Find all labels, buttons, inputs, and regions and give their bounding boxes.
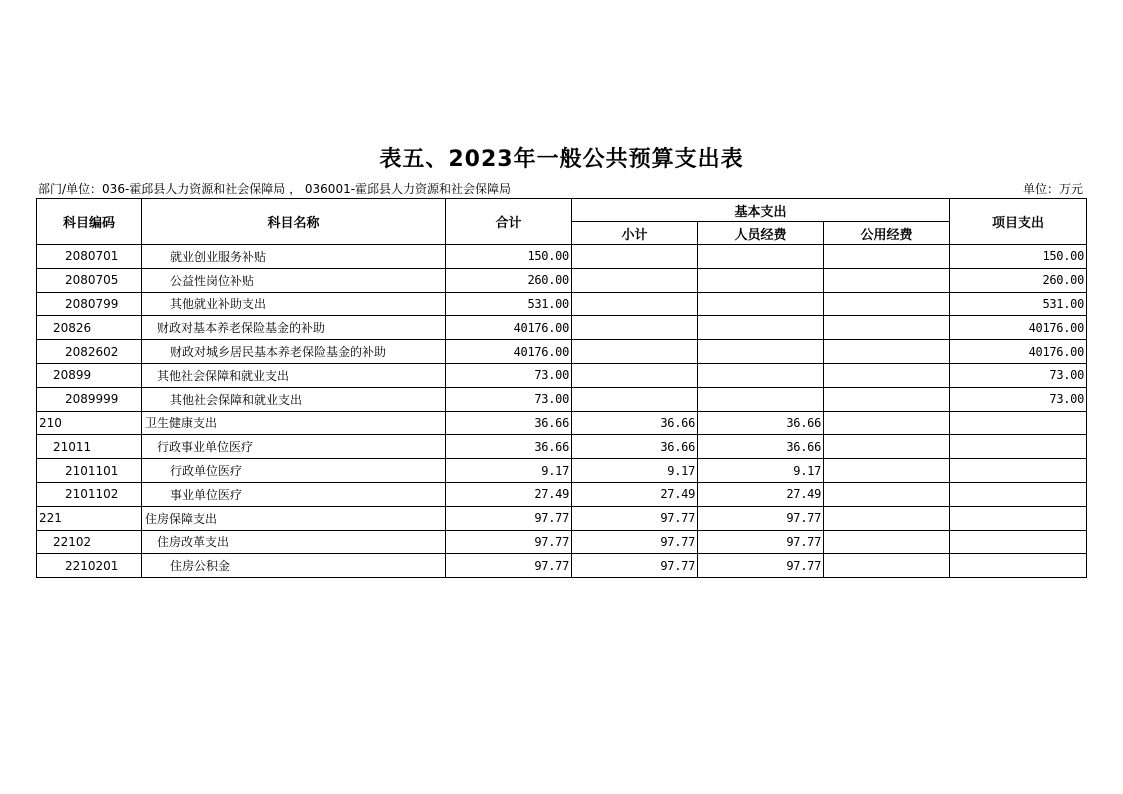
personnel-cell	[698, 245, 824, 269]
name-cell: 其他社会保障和就业支出	[142, 363, 446, 387]
name-cell: 住房保障支出	[142, 506, 446, 530]
subtotal-cell: 36.66	[572, 435, 698, 459]
code-cell: 20826	[37, 316, 142, 340]
name-cell: 财政对基本养老保险基金的补助	[142, 316, 446, 340]
name-cell: 行政事业单位医疗	[142, 435, 446, 459]
project-cell	[950, 554, 1087, 578]
personnel-cell	[698, 316, 824, 340]
name-cell: 卫生健康支出	[142, 411, 446, 435]
public-cell	[824, 506, 950, 530]
project-cell: 40176.00	[950, 316, 1087, 340]
code-cell: 2080705	[37, 268, 142, 292]
project-cell	[950, 435, 1087, 459]
table-body	[37, 245, 1087, 578]
header-personnel: 人员经费	[698, 222, 824, 245]
name-cell: 事业单位医疗	[142, 482, 446, 506]
subtotal-cell	[572, 292, 698, 316]
page-title: 表五、2023年一般公共预算支出表	[379, 147, 744, 172]
table-row	[37, 482, 1087, 506]
name-cell: 其他就业补助支出	[142, 292, 446, 316]
subtotal-cell	[572, 268, 698, 292]
personnel-cell: 9.17	[698, 459, 824, 483]
code-cell: 2101101	[37, 459, 142, 483]
subtotal-cell	[572, 245, 698, 269]
public-cell	[824, 245, 950, 269]
project-cell	[950, 506, 1087, 530]
table-row	[37, 554, 1087, 578]
project-cell: 73.00	[950, 387, 1087, 411]
public-cell	[824, 459, 950, 483]
project-cell	[950, 530, 1087, 554]
table-row	[37, 459, 1087, 483]
subtotal-cell: 9.17	[572, 459, 698, 483]
total-cell: 73.00	[446, 363, 572, 387]
public-cell	[824, 268, 950, 292]
public-cell	[824, 363, 950, 387]
project-cell	[950, 482, 1087, 506]
personnel-cell: 97.77	[698, 554, 824, 578]
total-cell: 27.49	[446, 482, 572, 506]
project-cell	[950, 459, 1087, 483]
code-cell: 2089999	[37, 387, 142, 411]
name-cell: 行政单位医疗	[142, 459, 446, 483]
subtotal-cell	[572, 363, 698, 387]
code-cell: 2210201	[37, 554, 142, 578]
code-cell: 2082602	[37, 340, 142, 364]
table-row	[37, 530, 1087, 554]
table-row	[37, 245, 1087, 269]
code-cell: 21011	[37, 435, 142, 459]
subtotal-cell: 97.77	[572, 506, 698, 530]
project-cell: 40176.00	[950, 340, 1087, 364]
total-cell: 73.00	[446, 387, 572, 411]
name-cell: 其他社会保障和就业支出	[142, 387, 446, 411]
total-cell: 150.00	[446, 245, 572, 269]
project-cell: 73.00	[950, 363, 1087, 387]
public-cell	[824, 292, 950, 316]
project-cell	[950, 411, 1087, 435]
project-cell: 150.00	[950, 245, 1087, 269]
table-row	[37, 363, 1087, 387]
personnel-cell	[698, 340, 824, 364]
subtotal-cell	[572, 316, 698, 340]
code-cell: 2080701	[37, 245, 142, 269]
subtotal-cell	[572, 387, 698, 411]
header-project: 项目支出	[950, 199, 1087, 245]
budget-table	[36, 198, 1087, 578]
table-row	[37, 340, 1087, 364]
name-cell: 住房公积金	[142, 554, 446, 578]
code-cell: 210	[37, 411, 142, 435]
public-cell	[824, 411, 950, 435]
personnel-cell: 36.66	[698, 411, 824, 435]
public-cell	[824, 340, 950, 364]
code-cell: 2101102	[37, 482, 142, 506]
total-cell: 97.77	[446, 530, 572, 554]
department-label: 部门/单位：036-霍邱县人力资源和社会保障局 ， 036001-霍邱县人力资源和社会保障局	[38, 182, 512, 196]
name-cell: 财政对城乡居民基本养老保险基金的补助	[142, 340, 446, 364]
name-cell: 住房改革支出	[142, 530, 446, 554]
table-header	[37, 199, 1087, 245]
public-cell	[824, 435, 950, 459]
table-row	[37, 506, 1087, 530]
total-cell: 36.66	[446, 411, 572, 435]
public-cell	[824, 387, 950, 411]
code-cell: 221	[37, 506, 142, 530]
total-cell: 260.00	[446, 268, 572, 292]
name-cell: 就业创业服务补贴	[142, 245, 446, 269]
public-cell	[824, 554, 950, 578]
total-cell: 9.17	[446, 459, 572, 483]
header-basic: 基本支出	[572, 199, 950, 222]
personnel-cell	[698, 268, 824, 292]
personnel-cell: 27.49	[698, 482, 824, 506]
code-cell: 20899	[37, 363, 142, 387]
unit-label: 单位：万元	[1022, 182, 1083, 196]
personnel-cell: 97.77	[698, 530, 824, 554]
total-cell: 97.77	[446, 554, 572, 578]
personnel-cell	[698, 292, 824, 316]
total-cell: 531.00	[446, 292, 572, 316]
header-code: 科目编码	[37, 199, 142, 245]
table-row	[37, 316, 1087, 340]
table-row	[37, 435, 1087, 459]
project-cell: 531.00	[950, 292, 1087, 316]
personnel-cell	[698, 363, 824, 387]
total-cell: 40176.00	[446, 316, 572, 340]
total-cell: 97.77	[446, 506, 572, 530]
public-cell	[824, 530, 950, 554]
personnel-cell: 36.66	[698, 435, 824, 459]
header-subtotal: 小计	[572, 222, 698, 245]
total-cell: 36.66	[446, 435, 572, 459]
public-cell	[824, 316, 950, 340]
header-total: 合计	[446, 199, 572, 245]
subtotal-cell	[572, 340, 698, 364]
subtotal-cell: 97.77	[572, 530, 698, 554]
project-cell: 260.00	[950, 268, 1087, 292]
code-cell: 2080799	[37, 292, 142, 316]
personnel-cell: 97.77	[698, 506, 824, 530]
code-cell: 22102	[37, 530, 142, 554]
header-public: 公用经费	[824, 222, 950, 245]
table-row	[37, 387, 1087, 411]
subtotal-cell: 36.66	[572, 411, 698, 435]
table-row	[37, 411, 1087, 435]
subtotal-cell: 27.49	[572, 482, 698, 506]
public-cell	[824, 482, 950, 506]
personnel-cell	[698, 387, 824, 411]
total-cell: 40176.00	[446, 340, 572, 364]
subtotal-cell: 97.77	[572, 554, 698, 578]
table-row	[37, 268, 1087, 292]
name-cell: 公益性岗位补贴	[142, 268, 446, 292]
header-name: 科目名称	[142, 199, 446, 245]
table-row	[37, 292, 1087, 316]
